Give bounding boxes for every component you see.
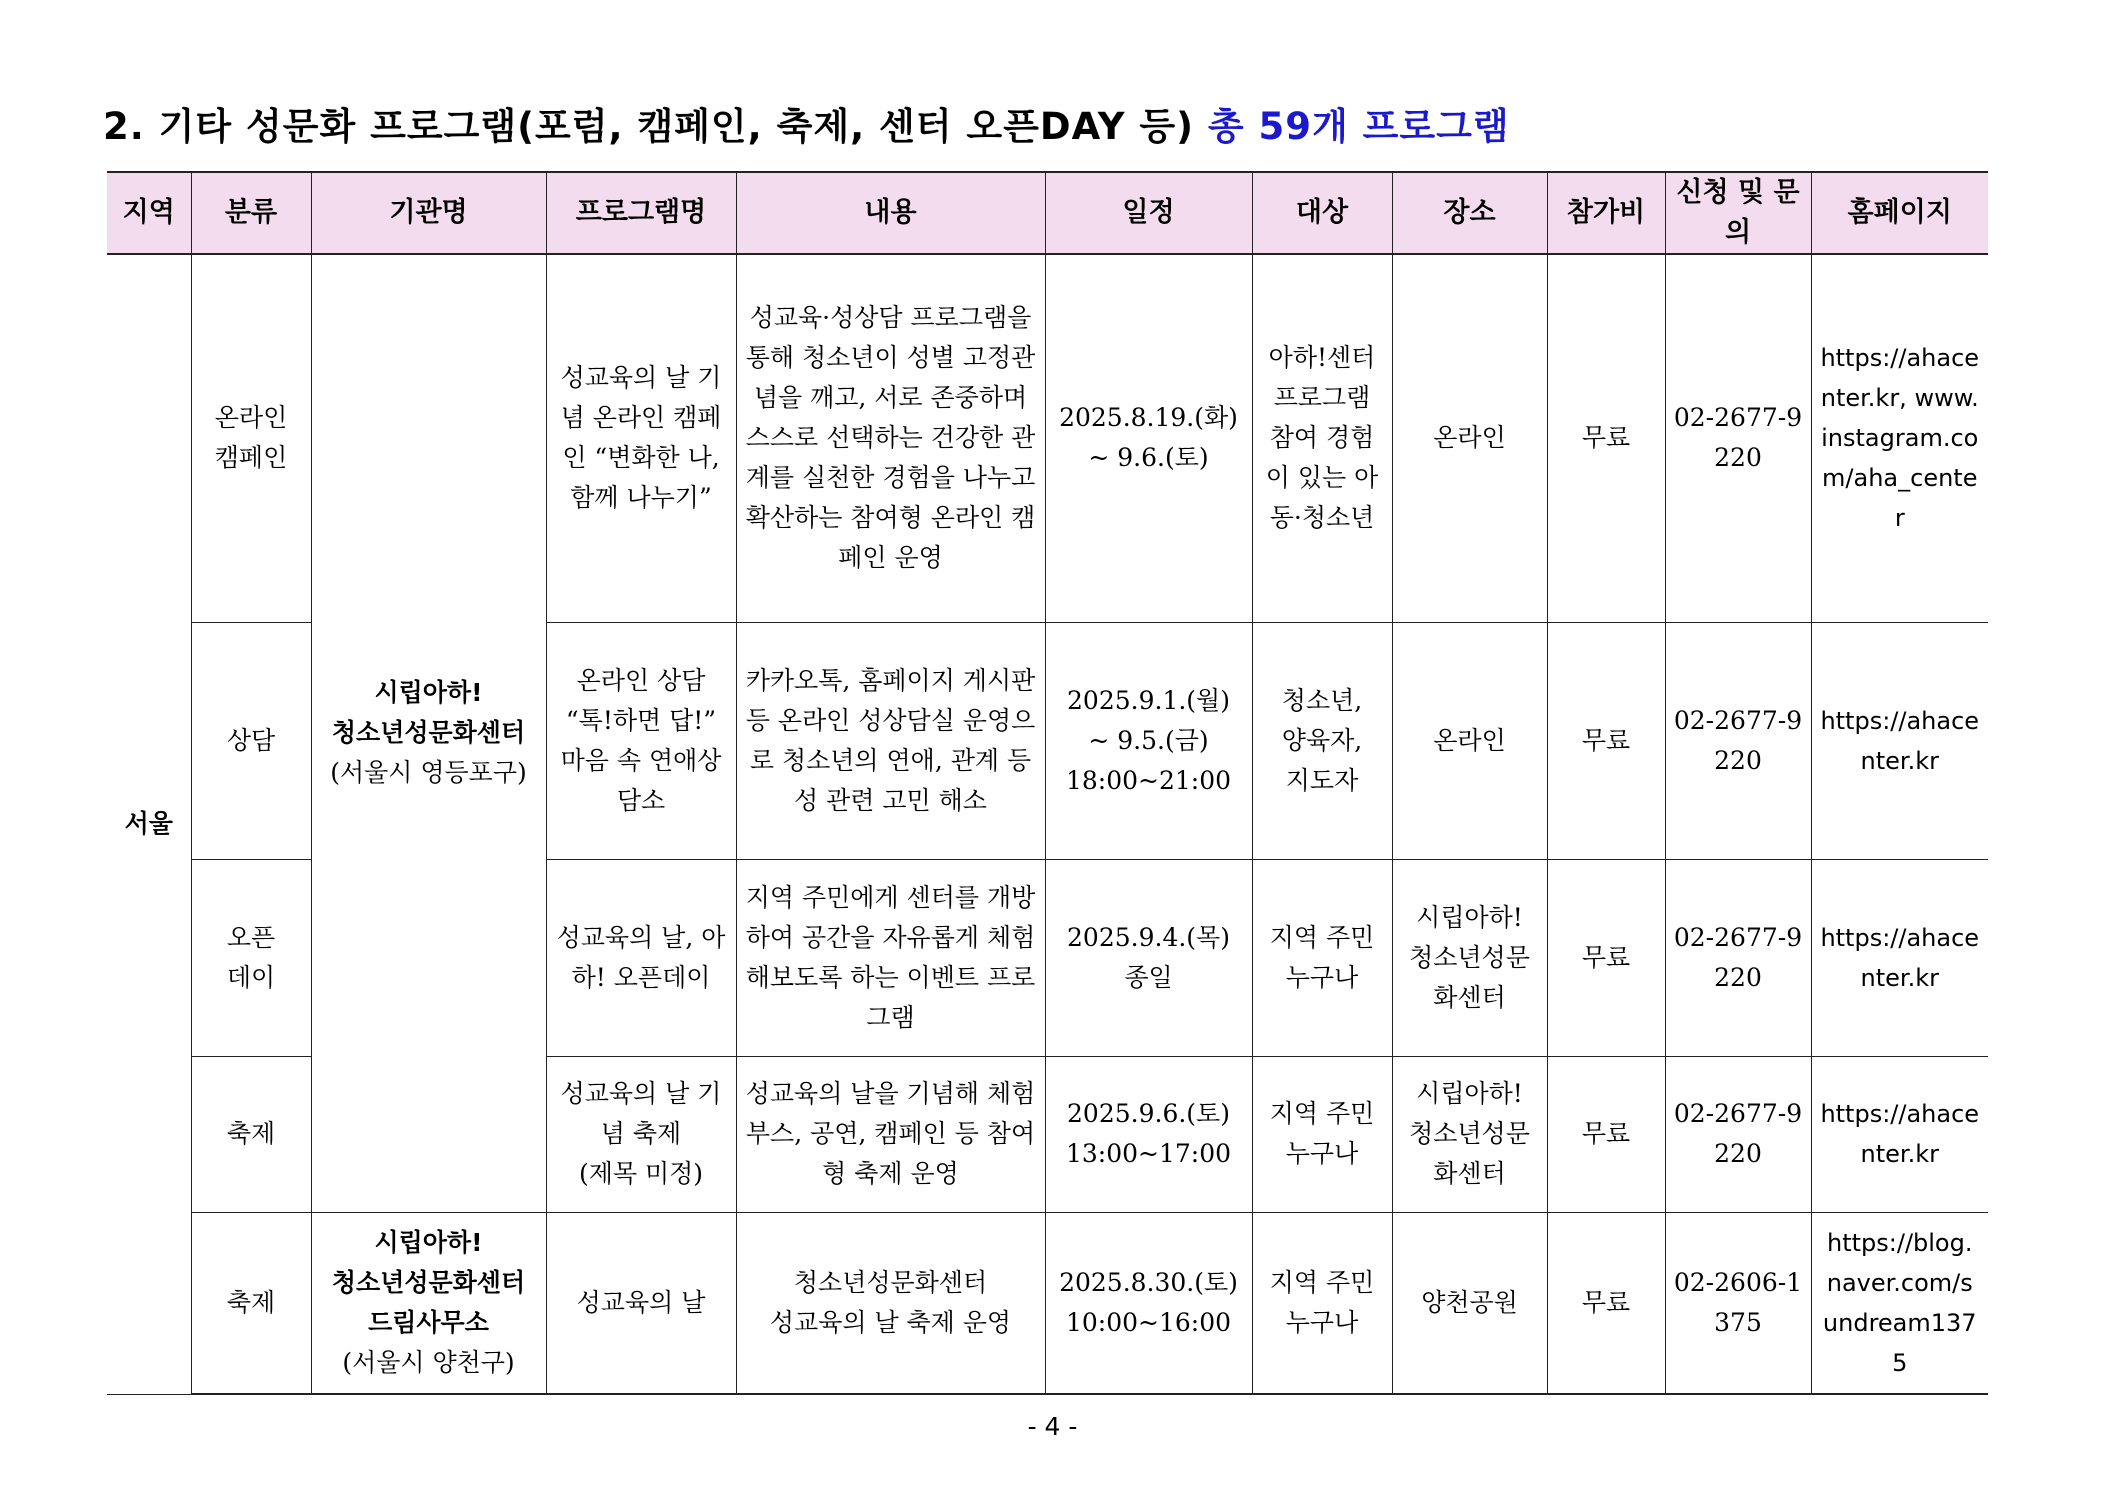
program-cell: 성교육의 날 — [546, 1212, 736, 1394]
homepage-link[interactable]: https://ahacenter.kr, www.instagram.com/aha_center — [1811, 254, 1988, 622]
contact-cell: 02-2606-1375 — [1665, 1212, 1811, 1394]
institution-name: 시립아하! 청소년성문화센터 드림사무소 — [331, 1227, 526, 1337]
content-cell: 성교육의 날을 기념해 체험 부스, 공연, 캠페인 등 참여형 축제 운영 — [736, 1056, 1045, 1212]
category-cell: 축제 — [191, 1212, 311, 1394]
table-header-row — [107, 172, 1988, 254]
header-region: 지역 — [107, 172, 191, 254]
target-cell: 아하!센터 프로그램 참여 경험이 있는 아동·청소년 — [1252, 254, 1392, 622]
program-cell: 성교육의 날 기념 온라인 캠페인 “변화한 나, 함께 나누기” — [546, 254, 736, 622]
fee-cell: 무료 — [1547, 859, 1665, 1056]
header-content: 내용 — [736, 172, 1045, 254]
program-cell: 성교육의 날, 아하! 오픈데이 — [546, 859, 736, 1056]
category-cell: 온라인 캠페인 — [191, 254, 311, 622]
header-place: 장소 — [1392, 172, 1547, 254]
fee-cell: 무료 — [1547, 254, 1665, 622]
place-cell: 시립아하! 청소년성문화센터 — [1392, 1056, 1547, 1212]
fee-cell: 무료 — [1547, 1056, 1665, 1212]
schedule-cell: 2025.8.30.(토) 10:00~16:00 — [1045, 1212, 1252, 1394]
region-cell: 서울 — [107, 254, 191, 1394]
section-title-main: 2. 기타 성문화 프로그램(포럼, 캠페인, 축제, 센터 오픈DAY 등) — [103, 105, 1195, 148]
header-institution: 기관명 — [311, 172, 546, 254]
header-program: 프로그램명 — [546, 172, 736, 254]
section-title-count: 총 59개 프로그램 — [1207, 105, 1510, 148]
institution-name: 시립아하! 청소년성문화센터 — [331, 678, 526, 748]
content-cell: 카카오톡, 홈페이지 게시판 등 온라인 성상담실 운영으로 청소년의 연애, 관계 등 성 관련 고민 해소 — [736, 622, 1045, 859]
fee-cell: 무료 — [1547, 1212, 1665, 1394]
place-cell: 양천공원 — [1392, 1212, 1547, 1394]
target-cell: 청소년, 양육자, 지도자 — [1252, 622, 1392, 859]
contact-cell: 02-2677-9220 — [1665, 859, 1811, 1056]
header-category: 분류 — [191, 172, 311, 254]
target-cell: 지역 주민 누구나 — [1252, 859, 1392, 1056]
target-cell: 지역 주민 누구나 — [1252, 1056, 1392, 1212]
program-cell: 온라인 상담 “톡!하면 답!” 마음 속 연애상담소 — [546, 622, 736, 859]
fee-cell: 무료 — [1547, 622, 1665, 859]
header-contact: 신청 및 문의 — [1665, 172, 1811, 254]
header-fee: 참가비 — [1547, 172, 1665, 254]
place-cell: 온라인 — [1392, 254, 1547, 622]
page-number: - 4 - — [1027, 1412, 1078, 1441]
contact-cell: 02-2677-9220 — [1665, 622, 1811, 859]
program-table — [107, 171, 1988, 1395]
header-schedule: 일정 — [1045, 172, 1252, 254]
institution-cell — [311, 1212, 546, 1394]
homepage-link[interactable]: https://ahacenter.kr — [1811, 1056, 1988, 1212]
category-cell: 상담 — [191, 622, 311, 859]
content-cell: 성교육·성상담 프로그램을 통해 청소년이 성별 고정관념을 깨고, 서로 존중하며 스스로 선택하는 건강한 관계를 실천한 경험을 나누고 확산하는 참여형 온라인 캠페인 운영 — [736, 254, 1045, 622]
content-cell: 청소년성문화센터 성교육의 날 축제 운영 — [736, 1212, 1045, 1394]
header-target: 대상 — [1252, 172, 1392, 254]
contact-cell: 02-2677-9220 — [1665, 254, 1811, 622]
content-cell: 지역 주민에게 센터를 개방하여 공간을 자유롭게 체험해보도록 하는 이벤트 프로그램 — [736, 859, 1045, 1056]
schedule-cell: 2025.9.6.(토) 13:00~17:00 — [1045, 1056, 1252, 1212]
header-homepage: 홈페이지 — [1811, 172, 1988, 254]
category-cell: 축제 — [191, 1056, 311, 1212]
homepage-link[interactable]: https://blog.naver.com/sundream1375 — [1811, 1212, 1988, 1394]
homepage-link[interactable]: https://ahacenter.kr — [1811, 622, 1988, 859]
schedule-cell: 2025.9.1.(월) ~ 9.5.(금) 18:00~21:00 — [1045, 622, 1252, 859]
institution-location: (서울시 양천구) — [342, 1347, 515, 1377]
schedule-cell: 2025.9.4.(목) 종일 — [1045, 859, 1252, 1056]
homepage-link[interactable]: https://ahacenter.kr — [1811, 859, 1988, 1056]
category-cell: 오픈 데이 — [191, 859, 311, 1056]
program-cell: 성교육의 날 기념 축제 (제목 미정) — [546, 1056, 736, 1212]
institution-location: (서울시 영등포구) — [330, 758, 527, 788]
target-cell: 지역 주민 누구나 — [1252, 1212, 1392, 1394]
place-cell: 시립아하! 청소년성문화센터 — [1392, 859, 1547, 1056]
table-row — [107, 254, 1988, 622]
schedule-cell: 2025.8.19.(화) ~ 9.6.(토) — [1045, 254, 1252, 622]
table-row — [107, 1212, 1988, 1394]
contact-cell: 02-2677-9220 — [1665, 1056, 1811, 1212]
institution-cell — [311, 254, 546, 1212]
section-title — [103, 96, 1510, 150]
place-cell: 온라인 — [1392, 622, 1547, 859]
